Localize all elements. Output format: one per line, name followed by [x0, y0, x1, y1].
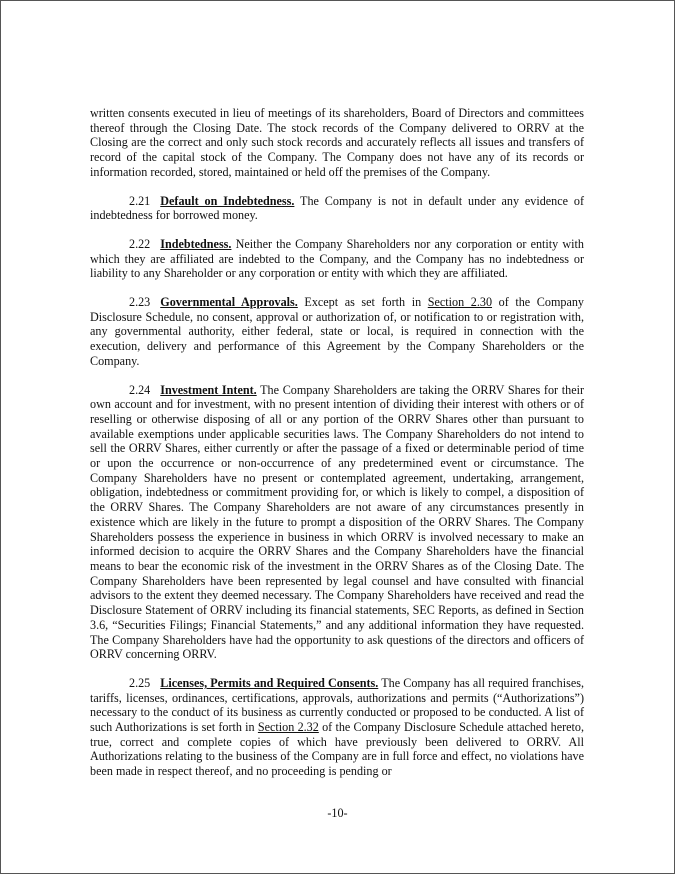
section-heading: Indebtedness. [160, 236, 232, 251]
section-text: The Company is not in default under any evidence of indebtedness for borrowed money. [90, 193, 584, 223]
paragraph-text: written consents executed in lieu of meetings of its shareholders, Board of Directors and committees thereof through the Closing Date. The stock records of the Company delivered to ORRV at the Closing are the correct and only such stock records and accurately reflects all issues and transfers of record of the capital stock of the Company. The Company does not have any of its records or information recorded, stored, maintained or held off the premises of the Company. [90, 106, 584, 179]
section-heading: Default on Indebtedness. [160, 193, 295, 208]
section-number: 2.23 [129, 295, 151, 310]
section-text: of the Company Disclosure Schedule, no consent, approval or authorization of, or notification to or registration with, any governmental authority, either federal, state or local, is required in connection with the execution, delivery and performance of this Agreement by the Company Shareholders or the Company. [90, 295, 584, 368]
section-heading: Investment Intent. [160, 382, 257, 397]
section-heading: Licenses, Permits and Required Consents. [160, 675, 379, 690]
section-2-24 [90, 383, 584, 662]
section-text: Except as set forth in [304, 295, 422, 310]
section-text: The Company Shareholders are taking the ORRV Shares for their own account and for investment, with no present intention of dividing their interest with others or of reselling or otherwise disposing of all or any portion of the ORRV Shares other than pursuant to available exemptions under applicable securities laws. The Company Shareholders do not intend to sell the ORRV Shares, either currently or after the passage of a fixed or determinable period of time or upon the occurrence or non-occurrence of any predetermined event or circumstance. The Company Shareholders have no present or contemplated agreement, undertaking, arrangement, obligation, indebtedness or commitment providing for, or which is likely to compel, a disposition of the ORRV Shares. The Company Shareholders are not aware of any circumstances presently in existence which are likely in the future to prompt a disposition of the ORRV Shares. The Company Shareholders possess the experience in business in which ORRV is involved necessary to make an informed decision to acquire the ORRV Shares and the Company Shareholders have the financial means to bear the economic risk of the investment in the ORRV Shares as of the Closing Date. The Company Shareholders have been represented by legal counsel and have consulted with financial advisors to the extent they deemed necessary. The Company Shareholders have received and read the Disclosure Statement of ORRV including its financial statements, SEC Reports, as defined in Section 3.6, “Securities Filings; Financial Statements,” and any additional information they have requested. The Company Shareholders have had the opportunity to ask questions of the directors and officers of ORRV concerning ORRV. [90, 382, 584, 662]
page-number: -10- [327, 806, 348, 820]
section-heading: Governmental Approvals. [160, 295, 298, 310]
section-2-25 [90, 676, 584, 779]
section-text: The Company has all required franchises, tariffs, licenses, ordinances, certifications, approvals, authorizations and permits (“Authorizations”) necessary to the conduct of its business as currently conducted or proposed to be conducted. A list of such Authorizations is set forth in [90, 675, 584, 735]
section-number: 2.22 [129, 236, 151, 251]
section-2-21 [90, 194, 584, 223]
section-text: of the Company Disclosure Schedule attached hereto, true, correct and complete copies of which have previously been delivered to ORRV. All Authorizations relating to the business of the Company are in full force and effect, no violations have been made in respect thereof, and no proceeding is pending or [90, 720, 585, 779]
document-body [90, 106, 584, 793]
section-reference: Section 2.32 [257, 720, 319, 735]
section-number: 2.25 [129, 675, 151, 690]
section-2-23 [90, 295, 584, 369]
section-number: 2.24 [129, 382, 151, 397]
section-2-22 [90, 237, 584, 281]
section-reference: Section 2.30 [427, 295, 493, 310]
section-text: Neither the Company Shareholders nor any corporation or entity with which they are affiliated are indebted to the Company, and the Company has no indebtedness or liability to any Shareholder or any corporation or entity with which they are affiliated. [90, 236, 584, 281]
paragraph-continuation [90, 106, 584, 180]
section-number: 2.21 [129, 193, 151, 208]
